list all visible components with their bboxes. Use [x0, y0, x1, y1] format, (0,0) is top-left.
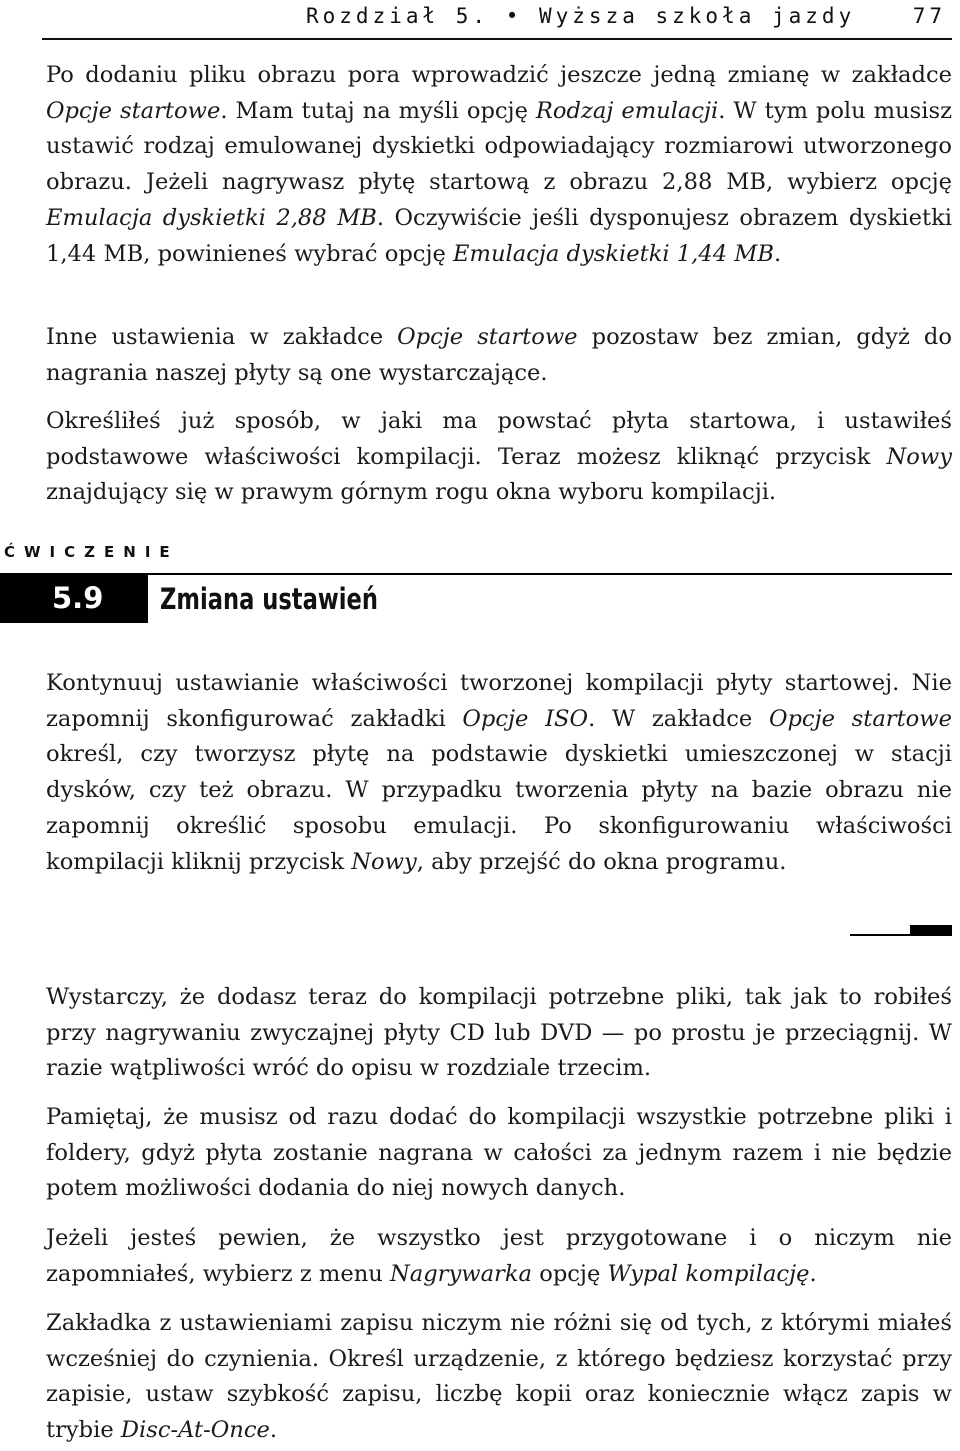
paragraph-remember: Pamiętaj, że musisz od razu dodać do kompilacji wszystkie potrzebne pliki i foldery, gdyż płyta zostanie nagrana w całości za jednym razem i nie będzie potem możliwości dodania do niej nowych danych.	[46, 1104, 952, 1202]
paragraph-new-button: Określiłeś już sposób, w jaki ma powstać płyta startowa, i ustawiłeś podstawowe właściwości kompilacji. Teraz możesz kliknąć przycisk Nowy znajdujący się w prawym górnym rogu okna wyboru kompilacji.	[46, 408, 952, 506]
end-mark-block	[910, 925, 952, 936]
exercise-body: Kontynuuj ustawianie właściwości tworzonej kompilacji płyty startowej. Nie zapomnij skonfigurować zakładki Opcje ISO. W zakładce Opcje startowe określ, czy tworzysz płytę na podstawie dyskietki umieszczonej w stacji dysków, czy też obrazu. W przypadku tworzenia płyty na bazie obrazu nie zapomnij określić sposobu emulacji. Po skonfigurowaniu właściwości kompilacji kliknij przycisk Nowy, aby przejść do okna programu.	[46, 670, 952, 875]
exercise-label: ĆWICZENIE	[4, 543, 179, 561]
paragraph-add-files: Wystarczy, że dodasz teraz do kompilacji potrzebne pliki, tak jak to robiłeś przy nagrywaniu zwyczajnej płyty CD lub DVD — po prostu je przeciągnij. W razie wątpliwości wróć do opisu w rozdziale trzecim.	[46, 984, 952, 1082]
paragraph-emulation-type: Po dodaniu pliku obrazu pora wprowadzić jeszcze jedną zmianę w zakładce Opcje startowe. Mam tutaj na myśli opcję Rodzaj emulacji. W tym polu musisz ustawić rodzaj emulowanej dyskietki odpowiadający rozmiarowi utworzonego obrazu. Jeżeli nagrywasz płytę startową z obrazu 2,88 MB, wybierz opcję Emulacja dyskietki 2,88 MB. Oczywiście jeśli dysponujesz obrazem dyskietki 1,44 MB, powinieneś wybrać opcję Emulacja dyskietki 1,44 MB.	[46, 62, 952, 267]
running-head-title: Rozdział 5. • Wyższa szkoła jazdy	[306, 4, 856, 28]
paragraph-other-settings: Inne ustawienia w zakładce Opcje startowe pozostaw bez zmian, gdyż do nagrania naszej płyty są one wystarczające.	[46, 324, 952, 386]
end-mark-line	[850, 934, 910, 936]
exercise-rule	[148, 573, 952, 575]
page-number: 77	[912, 4, 946, 28]
page-header	[42, 0, 952, 40]
paragraph-burn-menu: Jeżeli jesteś pewien, że wszystko jest przygotowane i o niczym nie zapomniałeś, wybierz z menu Nagrywarka opcję Wypal kompilację.	[46, 1225, 952, 1287]
exercise-number: 5.9	[0, 573, 148, 623]
exercise-end-mark	[850, 925, 952, 937]
exercise-title: Zmiana ustawień	[160, 582, 378, 616]
paragraph-write-settings: Zakładka z ustawieniami zapisu niczym nie różni się od tych, z którymi miałeś wcześniej do czynienia. Określ urządzenie, z którego będziesz korzystać przy zapisie, ustaw szybkość zapisu, liczbę kopii oraz koniecznie włącz zapis w trybie Disc-At-Once.	[46, 1310, 952, 1444]
exercise-heading	[0, 573, 952, 623]
